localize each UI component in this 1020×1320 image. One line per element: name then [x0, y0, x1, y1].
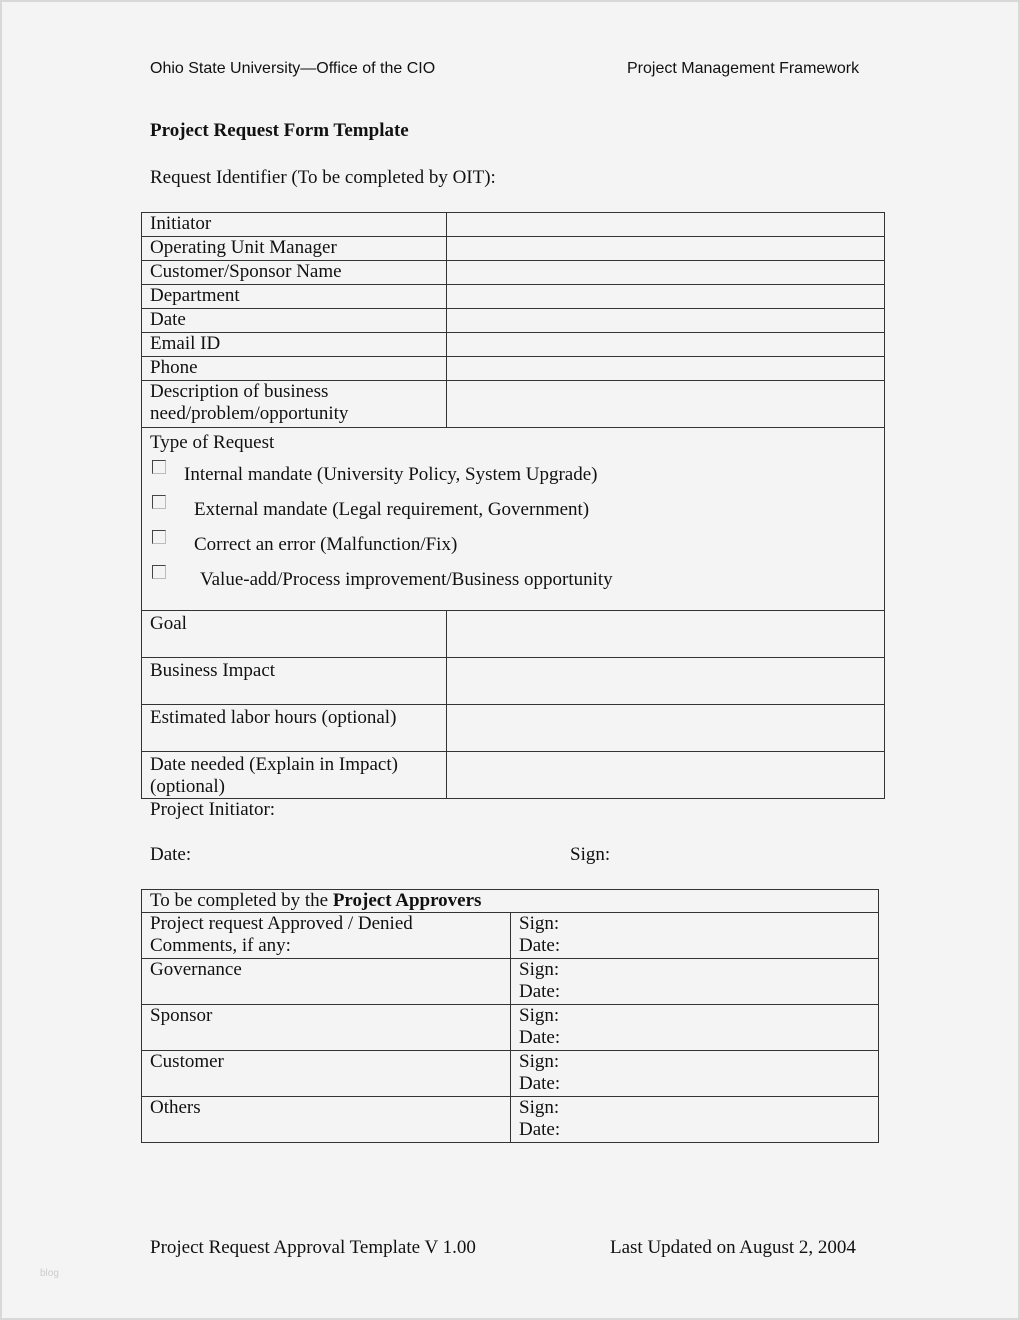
sign-label: Sign: — [519, 913, 560, 934]
row-label-operating-unit-manager: Operating Unit Manager — [142, 237, 447, 261]
business-impact-field[interactable] — [447, 658, 885, 705]
approver-customer — [142, 1051, 511, 1097]
option-label: Value-add/Process improvement/Business opportunity — [200, 569, 613, 590]
initiator-sign-label: Sign: — [570, 844, 611, 865]
customer-sponsor-field[interactable] — [447, 261, 885, 285]
row-label-labor-hours: Estimated labor hours (optional) — [142, 705, 447, 752]
project-initiator-label: Project Initiator: — [150, 799, 276, 820]
date-label: Date: — [519, 1027, 561, 1048]
approver-role: Customer — [150, 1051, 224, 1072]
table-row — [142, 1005, 879, 1051]
table-row — [142, 428, 885, 611]
table-row — [142, 959, 879, 1005]
table-row — [142, 237, 885, 261]
table-row — [142, 913, 879, 959]
table-row — [142, 1097, 879, 1143]
department-field[interactable] — [447, 285, 885, 309]
date-label: Date: — [519, 935, 561, 956]
footer-last-updated: Last Updated on August 2, 2004 — [610, 1237, 856, 1258]
goal-field[interactable] — [447, 611, 885, 658]
request-info-table — [141, 212, 885, 799]
checkbox[interactable] — [152, 460, 166, 474]
table-row — [142, 1051, 879, 1097]
approvers-heading-bold: Project Approvers — [332, 890, 482, 911]
table-row — [142, 213, 885, 237]
option-label: Correct an error (Malfunction/Fix) — [194, 534, 458, 555]
option-label: External mandate (Legal requirement, Government) — [194, 499, 590, 520]
approver-role: Others — [150, 1097, 201, 1118]
others-sign-cell[interactable] — [511, 1097, 879, 1143]
date-needed-line1: Date needed (Explain in Impact) — [150, 754, 398, 775]
table-row — [142, 752, 885, 799]
date-needed-line2: (optional) — [150, 776, 225, 797]
table-row — [142, 658, 885, 705]
description-label-line2: need/problem/opportunity — [150, 403, 349, 424]
approver-role: Project request Approved / Denied — [150, 913, 413, 934]
footer-template-version: Project Request Approval Template V 1.00 — [150, 1237, 476, 1258]
initiator-field[interactable] — [447, 213, 885, 237]
approver-role: Sponsor — [150, 1005, 213, 1026]
date-label: Date: — [519, 1119, 561, 1140]
option-label: Internal mandate (University Policy, System Upgrade) — [184, 464, 598, 485]
checkbox[interactable] — [152, 530, 166, 544]
date-needed-field[interactable] — [447, 752, 885, 799]
row-label-business-impact: Business Impact — [142, 658, 447, 705]
row-label-description — [142, 381, 447, 428]
governance-sign-cell[interactable] — [511, 959, 879, 1005]
approver-governance — [142, 959, 511, 1005]
row-label-goal: Goal — [142, 611, 447, 658]
sign-label: Sign: — [519, 1097, 560, 1118]
approval-decision-cell — [142, 913, 511, 959]
row-label-phone: Phone — [142, 357, 447, 381]
labor-hours-field[interactable] — [447, 705, 885, 752]
phone-field[interactable] — [447, 357, 885, 381]
table-row — [142, 357, 885, 381]
sponsor-sign-cell[interactable] — [511, 1005, 879, 1051]
header-organization: Ohio State University—Office of the CIO — [150, 60, 436, 77]
checkbox[interactable] — [152, 495, 166, 509]
type-of-request-cell — [142, 428, 885, 611]
table-row — [142, 285, 885, 309]
table-row — [142, 381, 885, 428]
customer-sign-cell[interactable] — [511, 1051, 879, 1097]
table-row — [142, 705, 885, 752]
table-row — [142, 890, 879, 913]
approver-role: Governance — [150, 959, 242, 980]
sign-label: Sign: — [519, 959, 560, 980]
initiator-date-label: Date: — [150, 844, 192, 865]
sign-label: Sign: — [519, 1005, 560, 1026]
type-of-request-heading: Type of Request — [150, 432, 275, 453]
table-row — [142, 611, 885, 658]
operating-unit-manager-field[interactable] — [447, 237, 885, 261]
description-field[interactable] — [447, 381, 885, 428]
date-field[interactable] — [447, 309, 885, 333]
date-label: Date: — [519, 1073, 561, 1094]
approver-others — [142, 1097, 511, 1143]
row-label-date-needed — [142, 752, 447, 799]
checkbox[interactable] — [152, 565, 166, 579]
row-label-customer-sponsor: Customer/Sponsor Name — [142, 261, 447, 285]
watermark: blog — [40, 1268, 59, 1279]
approver-comments: Comments, if any: — [150, 935, 291, 956]
email-field[interactable] — [447, 333, 885, 357]
approvers-heading-prefix: To be completed by the — [150, 890, 333, 911]
row-label-date: Date — [142, 309, 447, 333]
table-row — [142, 261, 885, 285]
row-label-email: Email ID — [142, 333, 447, 357]
header-framework: Project Management Framework — [627, 60, 860, 77]
approver-sponsor — [142, 1005, 511, 1051]
table-row — [142, 309, 885, 333]
approvers-table — [141, 889, 879, 1143]
row-label-department: Department — [142, 285, 447, 309]
table-row — [142, 333, 885, 357]
sign-label: Sign: — [519, 1051, 560, 1072]
row-label-initiator: Initiator — [142, 213, 447, 237]
form-title: Project Request Form Template — [150, 120, 409, 141]
request-identifier-label: Request Identifier (To be completed by OIT): — [150, 167, 496, 188]
approval-sign-cell[interactable] — [511, 913, 879, 959]
date-label: Date: — [519, 981, 561, 1002]
approvers-heading — [142, 890, 879, 913]
description-label-line1: Description of business — [150, 381, 329, 402]
